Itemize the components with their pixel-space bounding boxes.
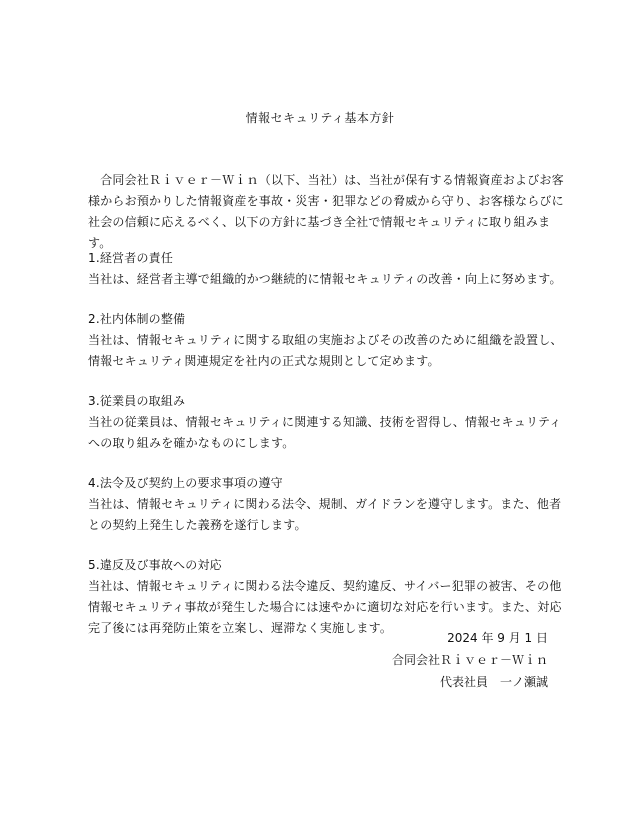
section-legal-compliance — [88, 473, 568, 536]
signature-representative: 代表社員 一ノ瀬誠 — [439, 675, 548, 689]
section-management-responsibility — [88, 248, 568, 290]
section-body: 当社の従業員は、情報セキュリティに関連する知識、技術を習得し、情報セキュリティ への取り組みを確かなものにします。 — [88, 415, 562, 450]
signature-company: 合同会社Ｒｉｖｅｒ－Ｗｉｎ — [391, 653, 548, 667]
section-heading: 2.社内体制の整備 — [88, 312, 186, 326]
signature-block — [392, 627, 548, 693]
section-heading: 5.違反及び事故への対応 — [88, 558, 222, 572]
section-body: 当社は、情報セキュリティに関わる法令、規制、ガイドランを遵守します。また、他者 との契約上発生した義務を遂行します。 — [88, 497, 562, 532]
intro-paragraph: 合同会社Ｒｉｖｅｒ－Ｗｉｎ（以下、当社）は、当社が保有する情報資産およびお客 様からお預かりした情報資産を事故・災害・犯罪などの脅威から守り、お客様ならびに 社会の信頼に応えるべく、以下の方針に基づき全社で情報セキュリティに取り組みます。 — [88, 173, 564, 250]
document-title: 情報セキュリティ基本方針 — [245, 111, 395, 125]
section-internal-structure — [88, 309, 568, 372]
signature-date: 2024 年 9 月 1 日 — [447, 631, 548, 645]
section-body: 当社は、経営者主導で組織的かつ継続的に情報セキュリティの改善・向上に努めます。 — [88, 272, 562, 286]
section-body: 当社は、情報セキュリティに関する取組の実施およびその改善のために組織を設置し、 情報セキュリティ関連規定を社内の正式な規則として定めます。 — [88, 333, 563, 368]
policy-sections — [88, 248, 568, 658]
section-heading: 1.経営者の責任 — [88, 251, 174, 265]
section-heading: 4.法令及び契約上の要求事項の遵守 — [88, 476, 283, 490]
section-heading: 3.従業員の取組み — [88, 394, 186, 408]
section-body: 当社は、情報セキュリティに関わる法令違反、契約違反、サイバー犯罪の被害、その他 情報セキュリティ事故が発生した場合には速やかに適切な対応を行います。また、対応 完了後には再発防止策を立案し、遅滞なく実施します。 — [88, 579, 562, 635]
section-employee-efforts — [88, 391, 568, 454]
